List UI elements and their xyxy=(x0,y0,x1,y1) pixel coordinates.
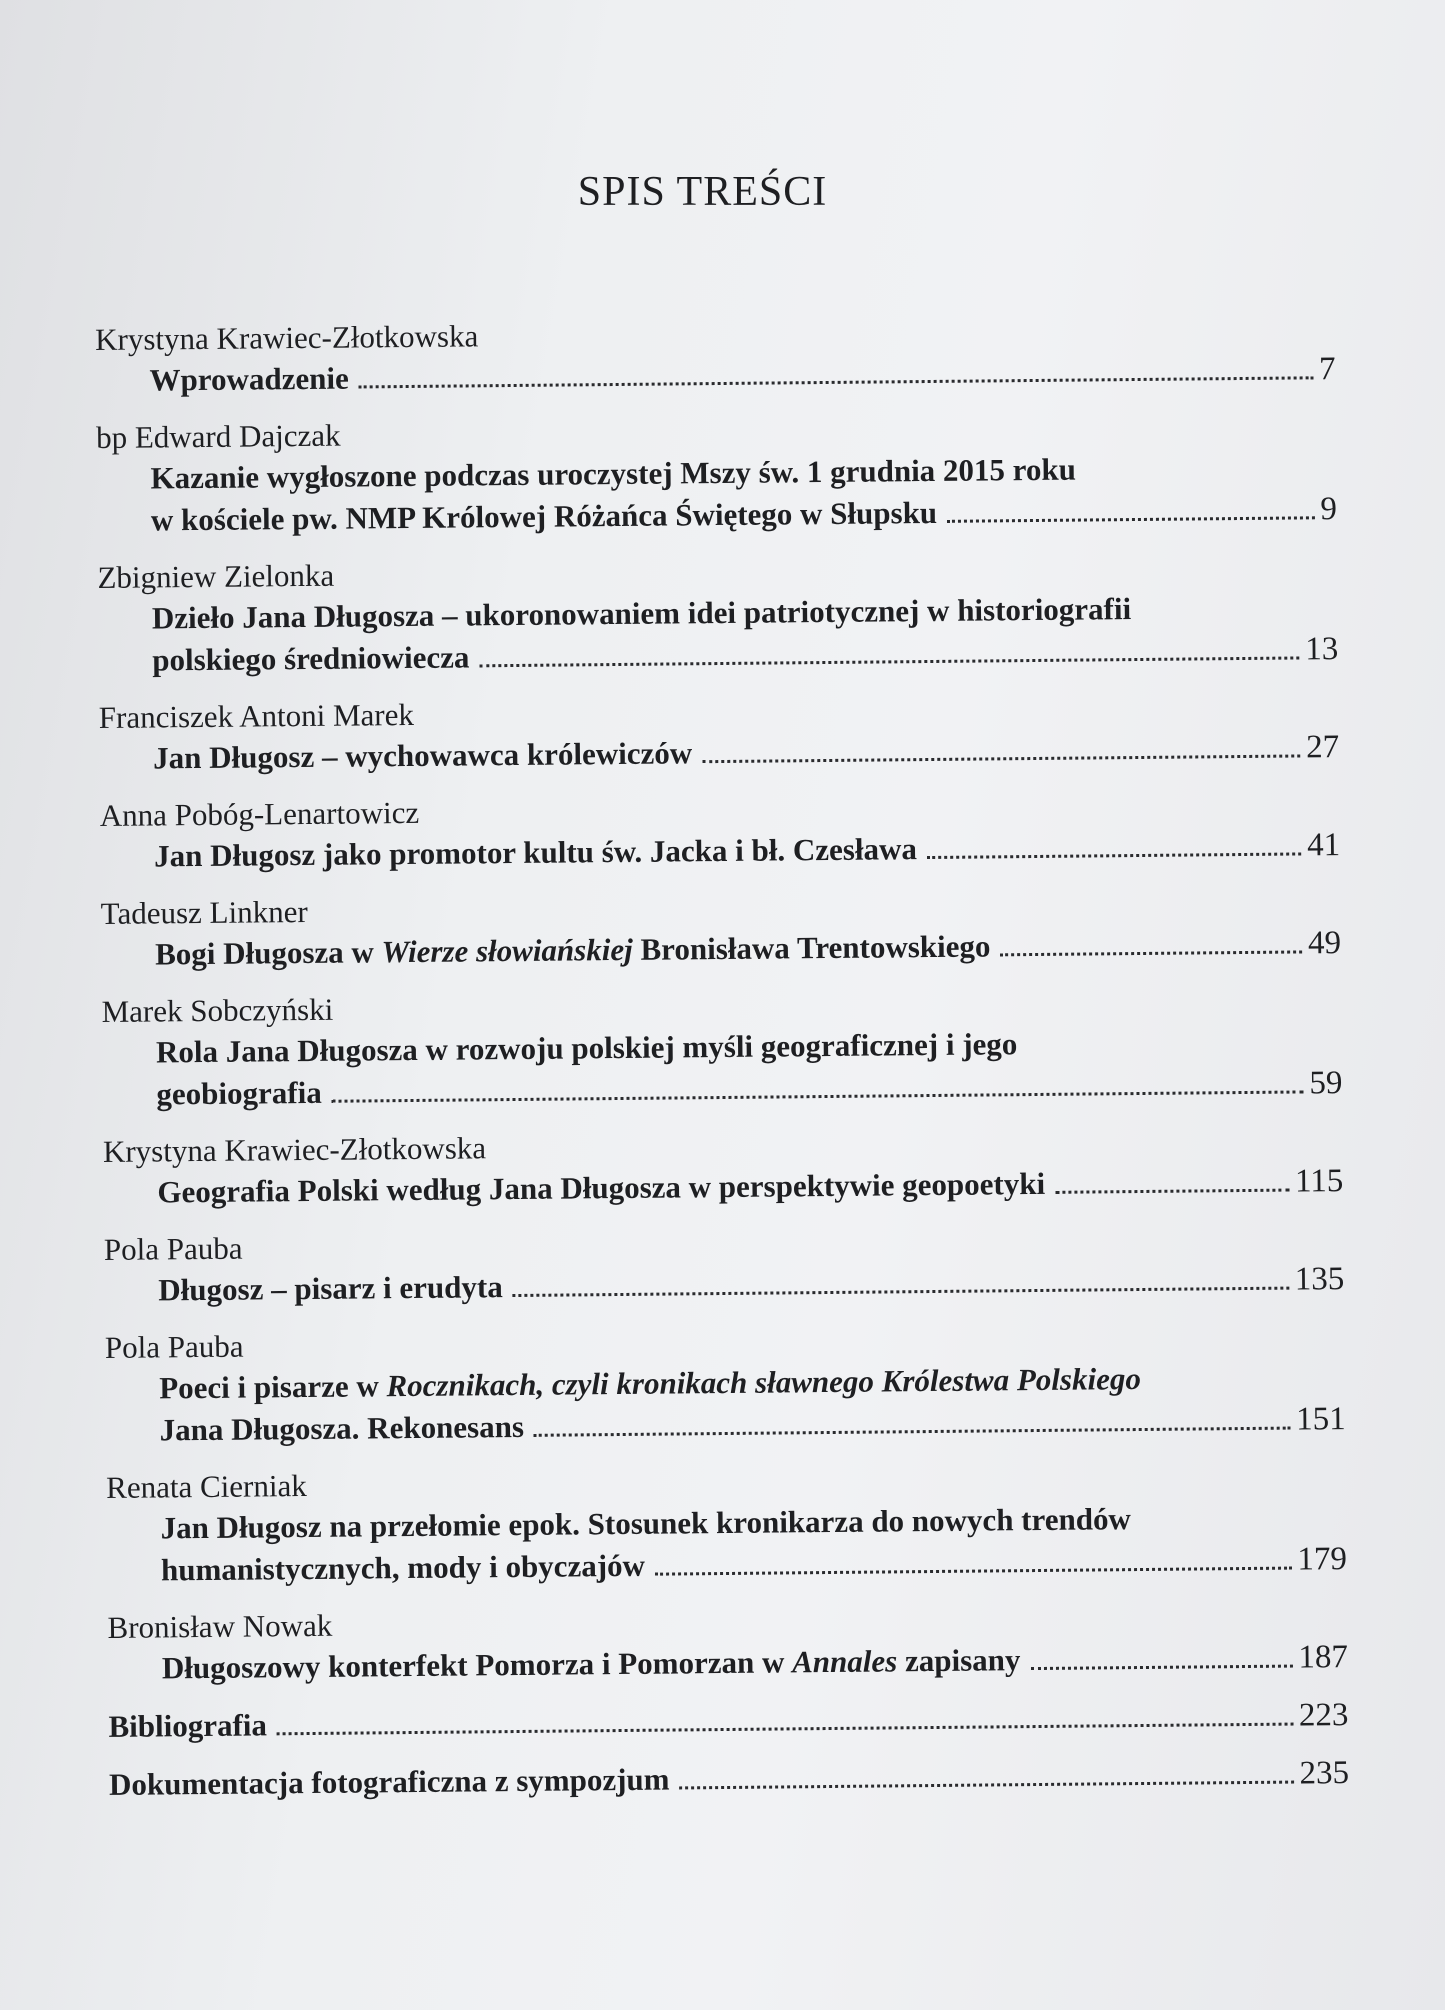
toc-entry-photo-documentation xyxy=(109,1752,1349,1806)
dot-leader xyxy=(1055,1189,1289,1194)
title-part: Bronisława Trentowskiego xyxy=(640,928,991,967)
entry-title: Jan Długosz – wychowawca królewiczów xyxy=(153,735,693,776)
entry-author: Tadeusz Linkner xyxy=(100,893,308,931)
toc-entry xyxy=(106,1456,1347,1592)
dot-leader xyxy=(277,1723,1293,1736)
entry-author: Krystyna Krawiec-Złotkowska xyxy=(102,1130,487,1169)
entry-title: geobiografia xyxy=(156,1074,322,1112)
entry-author: Pola Pauba xyxy=(103,1230,243,1267)
toc-entry xyxy=(100,784,1341,878)
dot-leader xyxy=(359,376,1313,388)
entry-author: Renata Cierniak xyxy=(106,1468,307,1505)
entry-page-number: 49 xyxy=(1307,925,1342,962)
entry-author: Franciszek Antoni Marek xyxy=(98,696,415,735)
entry-author: Pola Pauba xyxy=(104,1328,244,1365)
entry-title-line-1: Rola Jana Długosza w rozwoju polskiej myśli geograficznej i jego xyxy=(155,1026,1018,1070)
entry-title xyxy=(155,925,991,975)
entry-author: Marek Sobczyński xyxy=(101,991,334,1029)
entry-title-line xyxy=(109,1752,1349,1806)
entry-title-line-1: Dzieło Jana Długosza – ukoronowaniem idei patriotycznej w historiografii xyxy=(151,591,1132,636)
entry-author: bp Edward Dajczak xyxy=(95,417,341,455)
entry-page-number: 27 xyxy=(1305,729,1340,766)
toc-entry xyxy=(103,1120,1344,1214)
toc-entry xyxy=(107,1596,1348,1690)
dot-leader xyxy=(680,1781,1294,1790)
page-title: SPIS TREŚCI xyxy=(577,169,828,215)
title-part: Długoszowy konterfekt Pomorza i Pomorzan w xyxy=(161,1644,785,1686)
entry-title xyxy=(162,1639,1021,1689)
entry-title: Geografia Polski według Jana Długosza w perspektywie geopoetyki xyxy=(157,1165,1046,1210)
entry-title: humanistycznych, mody i obyczajów xyxy=(160,1547,646,1588)
entry-page-number: 223 xyxy=(1298,1697,1349,1734)
toc-entry xyxy=(99,686,1340,780)
toc-entry-bibliography xyxy=(108,1694,1348,1748)
dot-leader xyxy=(513,1287,1289,1297)
entry-title: Wprowadzenie xyxy=(149,360,349,398)
title-part: Poeci i pisarze w xyxy=(159,1368,379,1406)
dot-leader xyxy=(655,1567,1292,1576)
dot-leader xyxy=(332,1090,1304,1102)
title-part: zapisany xyxy=(904,1642,1021,1679)
entry-page-number: 13 xyxy=(1305,631,1339,668)
title-italic-part: Rocznikach, czyli kronikach sławnego Królestwa Polskiego xyxy=(386,1361,1142,1404)
dot-leader xyxy=(1001,950,1303,956)
entry-author: Krystyna Krawiec-Złotkowska xyxy=(95,318,479,357)
dot-leader xyxy=(1030,1665,1292,1671)
title-part: Bogi Długosza w xyxy=(154,934,374,972)
photo-docs-label: Dokumentacja fotograficzna z sympozjum xyxy=(108,1761,670,1802)
entry-title: Długosz – pisarz i erudyta xyxy=(158,1269,503,1308)
entry-author: Zbigniew Zielonka xyxy=(97,557,335,595)
toc-entry xyxy=(96,406,1337,542)
table-of-contents xyxy=(95,308,1349,1822)
entry-title: Jana Długosza. Rekonesans xyxy=(159,1408,525,1448)
entry-page-number: 7 xyxy=(1318,351,1336,388)
toc-entry xyxy=(104,1218,1345,1312)
title-italic-part: Annales xyxy=(791,1643,898,1680)
dot-leader xyxy=(947,516,1314,523)
entry-page-number: 59 xyxy=(1309,1065,1343,1102)
toc-entry xyxy=(101,882,1342,976)
entry-page-number: 179 xyxy=(1297,1541,1348,1578)
entry-title-line xyxy=(108,1694,1348,1748)
entry-page-number: 235 xyxy=(1299,1755,1350,1792)
entry-title: Jan Długosz jako promotor kultu św. Jacka i bł. Czesława xyxy=(153,831,918,874)
entry-page-number: 41 xyxy=(1306,827,1341,864)
toc-entry xyxy=(97,546,1338,682)
toc-entry xyxy=(105,1316,1346,1452)
entry-title-line-1: Jan Długosz na przełomie epok. Stosunek kronikarza do nowych trendów xyxy=(160,1501,1132,1546)
entry-title: polskiego średniowiecza xyxy=(152,639,470,678)
entry-page-number: 135 xyxy=(1294,1261,1345,1298)
entry-page-number: 187 xyxy=(1298,1639,1349,1676)
entry-author: Bronisław Nowak xyxy=(107,1607,333,1645)
entry-page-number: 115 xyxy=(1294,1163,1344,1200)
entry-page-number: 9 xyxy=(1320,491,1338,528)
dot-leader xyxy=(702,754,1300,763)
toc-entry xyxy=(95,308,1336,402)
dot-leader xyxy=(927,852,1301,859)
title-italic-part: Wierze słowiańskiej xyxy=(381,931,633,970)
entry-title-line-1: Kazanie wygłoszone podczas uroczystej Mszy św. 1 grudnia 2015 roku xyxy=(150,451,1077,496)
toc-entry xyxy=(101,980,1342,1116)
bibliography-label: Bibliografia xyxy=(108,1707,268,1744)
entry-page-number: 151 xyxy=(1295,1401,1346,1438)
dot-leader xyxy=(480,656,1300,667)
entry-title: w kościele pw. NMP Królowej Różańca Świętego w Słupsku xyxy=(150,494,938,538)
dot-leader xyxy=(534,1427,1290,1437)
entry-author: Anna Pobóg-Lenartowicz xyxy=(99,794,420,833)
